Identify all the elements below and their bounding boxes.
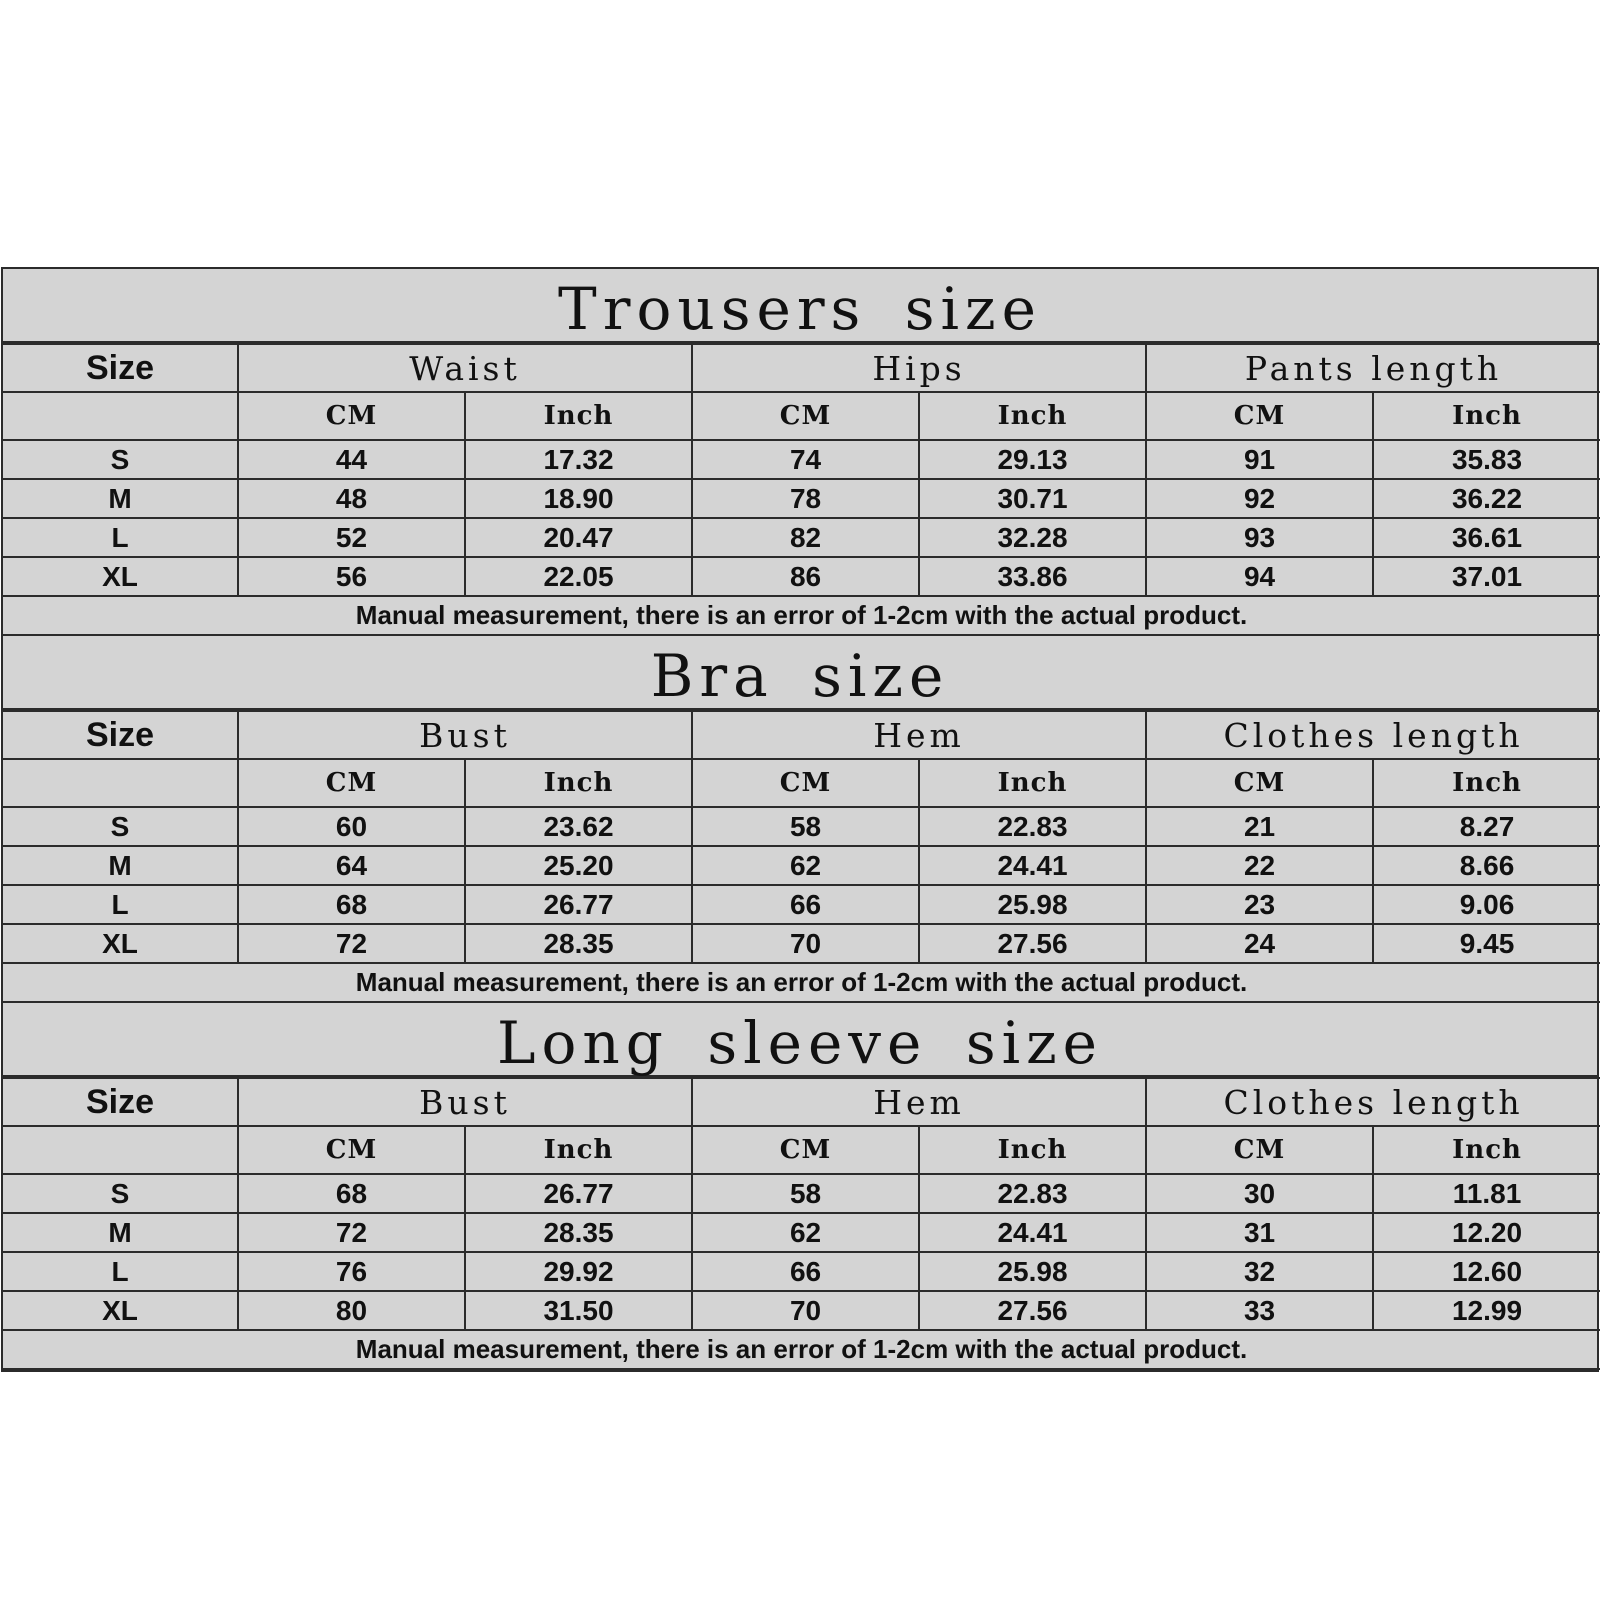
note-row <box>3 596 1600 635</box>
value-cell: 76 <box>238 1252 465 1291</box>
value-cell: 29.13 <box>919 440 1146 479</box>
value-cell: 56 <box>238 557 465 596</box>
value-cell: 80 <box>238 1291 465 1330</box>
size-section <box>3 269 1597 636</box>
size-section <box>3 636 1597 1003</box>
value-cell: 32.28 <box>919 518 1146 557</box>
unit-header: CM <box>1146 759 1373 807</box>
measurement-header-row <box>3 1078 1600 1126</box>
value-cell: 48 <box>238 479 465 518</box>
size-cell: XL <box>3 1291 238 1330</box>
value-cell: 11.81 <box>1373 1174 1600 1213</box>
unit-header: Inch <box>919 1126 1146 1174</box>
table-row <box>3 924 1600 963</box>
value-cell: 31 <box>1146 1213 1373 1252</box>
value-cell: 28.35 <box>465 1213 692 1252</box>
size-table <box>3 1077 1600 1370</box>
value-cell: 20.47 <box>465 518 692 557</box>
table-row <box>3 518 1600 557</box>
value-cell: 86 <box>692 557 919 596</box>
size-cell: XL <box>3 924 238 963</box>
section-title: Long sleeve size <box>3 1003 1597 1077</box>
value-cell: 44 <box>238 440 465 479</box>
measurement-note: Manual measurement, there is an error of 1-2cm with the actual product. <box>3 596 1600 635</box>
size-cell: M <box>3 479 238 518</box>
value-cell: 62 <box>692 846 919 885</box>
value-cell: 92 <box>1146 479 1373 518</box>
size-cell: L <box>3 518 238 557</box>
measurement-note: Manual measurement, there is an error of 1-2cm with the actual product. <box>3 1330 1600 1369</box>
size-cell: M <box>3 1213 238 1252</box>
size-column-header: Size <box>3 711 238 759</box>
value-cell: 70 <box>692 924 919 963</box>
size-cell: L <box>3 1252 238 1291</box>
value-cell: 93 <box>1146 518 1373 557</box>
value-cell: 94 <box>1146 557 1373 596</box>
size-chart <box>1 267 1599 1372</box>
measurement-header-row <box>3 344 1600 392</box>
value-cell: 66 <box>692 1252 919 1291</box>
value-cell: 9.45 <box>1373 924 1600 963</box>
value-cell: 32 <box>1146 1252 1373 1291</box>
value-cell: 30 <box>1146 1174 1373 1213</box>
size-table <box>3 343 1600 636</box>
value-cell: 8.66 <box>1373 846 1600 885</box>
size-column-header: Size <box>3 1078 238 1126</box>
unit-header: Inch <box>1373 392 1600 440</box>
value-cell: 58 <box>692 807 919 846</box>
value-cell: 22 <box>1146 846 1373 885</box>
value-cell: 70 <box>692 1291 919 1330</box>
size-cell: XL <box>3 557 238 596</box>
size-section <box>3 1003 1597 1370</box>
unit-header-row <box>3 392 1600 440</box>
measurement-header: Clothes length <box>1146 1078 1600 1126</box>
value-cell: 12.20 <box>1373 1213 1600 1252</box>
unit-header: Inch <box>465 759 692 807</box>
measurement-header: Waist <box>238 344 692 392</box>
value-cell: 36.22 <box>1373 479 1600 518</box>
value-cell: 82 <box>692 518 919 557</box>
value-cell: 25.98 <box>919 1252 1146 1291</box>
measurement-header: Bust <box>238 1078 692 1126</box>
unit-header: Inch <box>465 1126 692 1174</box>
measurement-header: Clothes length <box>1146 711 1600 759</box>
measurement-header-row <box>3 711 1600 759</box>
value-cell: 29.92 <box>465 1252 692 1291</box>
measurement-header: Bust <box>238 711 692 759</box>
value-cell: 12.99 <box>1373 1291 1600 1330</box>
unit-header: Inch <box>1373 759 1600 807</box>
table-row <box>3 1252 1600 1291</box>
value-cell: 72 <box>238 1213 465 1252</box>
measurement-header: Hem <box>692 1078 1146 1126</box>
table-row <box>3 1213 1600 1252</box>
empty-cell <box>3 759 238 807</box>
measurement-note: Manual measurement, there is an error of 1-2cm with the actual product. <box>3 963 1600 1002</box>
unit-header: CM <box>238 759 465 807</box>
value-cell: 66 <box>692 885 919 924</box>
value-cell: 18.90 <box>465 479 692 518</box>
value-cell: 68 <box>238 1174 465 1213</box>
value-cell: 25.98 <box>919 885 1146 924</box>
value-cell: 91 <box>1146 440 1373 479</box>
value-cell: 27.56 <box>919 924 1146 963</box>
value-cell: 74 <box>692 440 919 479</box>
value-cell: 23.62 <box>465 807 692 846</box>
value-cell: 24.41 <box>919 846 1146 885</box>
measurement-header: Pants length <box>1146 344 1600 392</box>
size-table <box>3 710 1600 1003</box>
measurement-header: Hips <box>692 344 1146 392</box>
value-cell: 9.06 <box>1373 885 1600 924</box>
value-cell: 60 <box>238 807 465 846</box>
size-cell: S <box>3 807 238 846</box>
size-column-header: Size <box>3 344 238 392</box>
value-cell: 26.77 <box>465 1174 692 1213</box>
unit-header: CM <box>692 392 919 440</box>
value-cell: 23 <box>1146 885 1373 924</box>
value-cell: 78 <box>692 479 919 518</box>
section-title: Trousers size <box>3 269 1597 343</box>
unit-header: CM <box>238 1126 465 1174</box>
value-cell: 26.77 <box>465 885 692 924</box>
value-cell: 30.71 <box>919 479 1146 518</box>
measurement-header: Hem <box>692 711 1146 759</box>
value-cell: 64 <box>238 846 465 885</box>
value-cell: 33.86 <box>919 557 1146 596</box>
table-row <box>3 557 1600 596</box>
note-row <box>3 1330 1600 1369</box>
value-cell: 21 <box>1146 807 1373 846</box>
note-row <box>3 963 1600 1002</box>
unit-header: Inch <box>919 392 1146 440</box>
value-cell: 62 <box>692 1213 919 1252</box>
value-cell: 8.27 <box>1373 807 1600 846</box>
empty-cell <box>3 392 238 440</box>
unit-header: CM <box>1146 392 1373 440</box>
unit-header: CM <box>238 392 465 440</box>
value-cell: 22.83 <box>919 807 1146 846</box>
value-cell: 52 <box>238 518 465 557</box>
value-cell: 24 <box>1146 924 1373 963</box>
size-cell: M <box>3 846 238 885</box>
unit-header: Inch <box>465 392 692 440</box>
unit-header: Inch <box>919 759 1146 807</box>
value-cell: 17.32 <box>465 440 692 479</box>
value-cell: 27.56 <box>919 1291 1146 1330</box>
value-cell: 24.41 <box>919 1213 1146 1252</box>
table-row <box>3 479 1600 518</box>
table-row <box>3 1174 1600 1213</box>
empty-cell <box>3 1126 238 1174</box>
value-cell: 35.83 <box>1373 440 1600 479</box>
table-row <box>3 807 1600 846</box>
value-cell: 12.60 <box>1373 1252 1600 1291</box>
unit-header: CM <box>1146 1126 1373 1174</box>
value-cell: 37.01 <box>1373 557 1600 596</box>
value-cell: 22.83 <box>919 1174 1146 1213</box>
table-row <box>3 1291 1600 1330</box>
section-title: Bra size <box>3 636 1597 710</box>
unit-header-row <box>3 1126 1600 1174</box>
size-cell: S <box>3 440 238 479</box>
unit-header-row <box>3 759 1600 807</box>
value-cell: 22.05 <box>465 557 692 596</box>
table-row <box>3 846 1600 885</box>
value-cell: 25.20 <box>465 846 692 885</box>
value-cell: 28.35 <box>465 924 692 963</box>
table-row <box>3 440 1600 479</box>
unit-header: CM <box>692 759 919 807</box>
value-cell: 33 <box>1146 1291 1373 1330</box>
table-row <box>3 885 1600 924</box>
size-cell: S <box>3 1174 238 1213</box>
unit-header: Inch <box>1373 1126 1600 1174</box>
value-cell: 58 <box>692 1174 919 1213</box>
unit-header: CM <box>692 1126 919 1174</box>
size-cell: L <box>3 885 238 924</box>
value-cell: 31.50 <box>465 1291 692 1330</box>
value-cell: 68 <box>238 885 465 924</box>
value-cell: 72 <box>238 924 465 963</box>
value-cell: 36.61 <box>1373 518 1600 557</box>
